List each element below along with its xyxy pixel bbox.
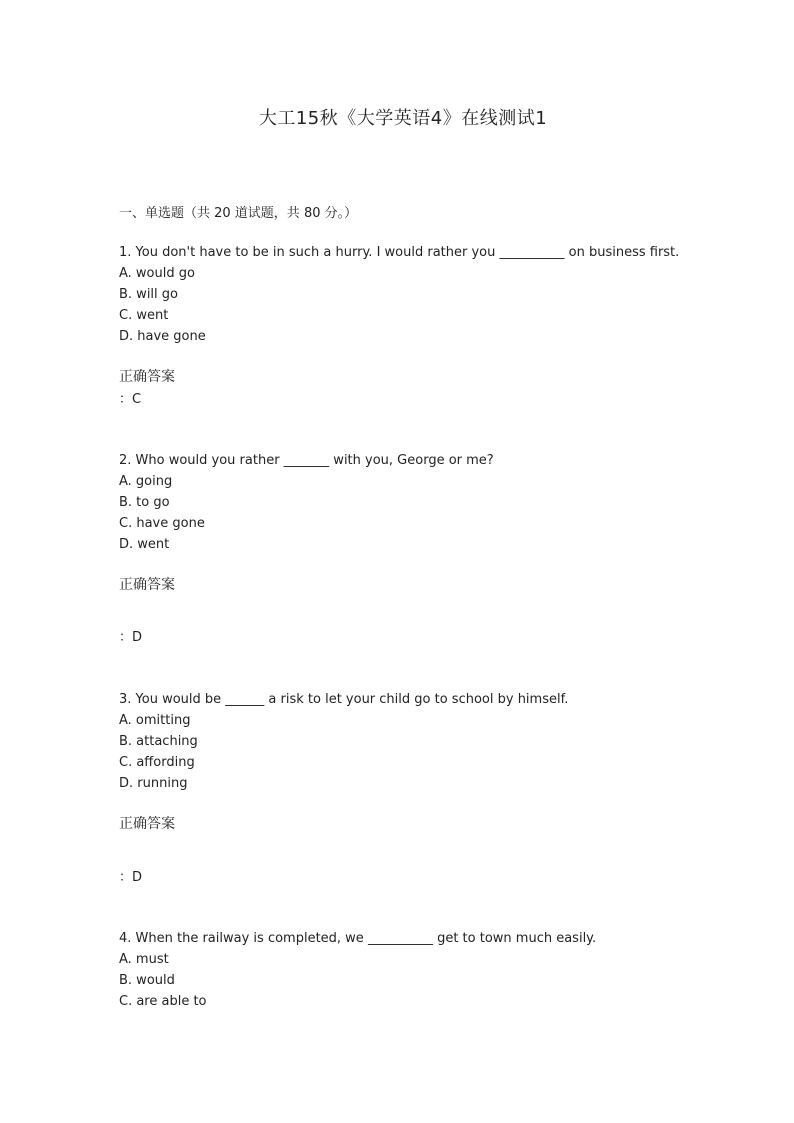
option-c: C. have gone	[119, 516, 205, 531]
answer-value: ：C	[119, 392, 142, 407]
option-a: A. would go	[119, 266, 195, 281]
answer-label: 正确答案	[119, 369, 175, 385]
question-3	[119, 689, 568, 794]
question-4	[119, 928, 596, 1012]
answer-value: ：D	[119, 630, 143, 645]
option-b: B. attaching	[119, 734, 198, 749]
option-a: A. going	[119, 474, 173, 489]
option-d: D. went	[119, 537, 170, 552]
option-c: C. went	[119, 308, 169, 323]
option-d: D. running	[119, 776, 188, 791]
option-a: A. omitting	[119, 713, 191, 728]
answer-label: 正确答案	[119, 816, 175, 832]
option-b: B. would	[119, 973, 175, 988]
option-d: D. have gone	[119, 329, 206, 344]
option-c: C. affording	[119, 755, 195, 770]
option-a: A. must	[119, 952, 169, 967]
page-title: 大工15秋《大学英语4》在线测试1	[258, 108, 548, 129]
question-stem: 1. You don't have to be in such a hurry. I would rather you __________ on business first.	[119, 245, 680, 260]
question-2	[119, 450, 494, 555]
answer-label: 正确答案	[119, 577, 175, 593]
question-stem: 4. When the railway is completed, we __________ get to town much easily.	[119, 931, 597, 946]
question-stem: 3. You would be ______ a risk to let your child go to school by himself.	[119, 692, 569, 707]
question-stem: 2. Who would you rather _______ with you, George or me?	[119, 453, 494, 468]
option-c: C. are able to	[119, 994, 207, 1009]
option-b: B. to go	[119, 495, 170, 510]
answer-value: ：D	[119, 870, 143, 885]
question-1	[119, 242, 679, 347]
option-b: B. will go	[119, 287, 178, 302]
section-heading: 一、单选题（共 20 道试题，共 80 分。）	[119, 206, 358, 221]
